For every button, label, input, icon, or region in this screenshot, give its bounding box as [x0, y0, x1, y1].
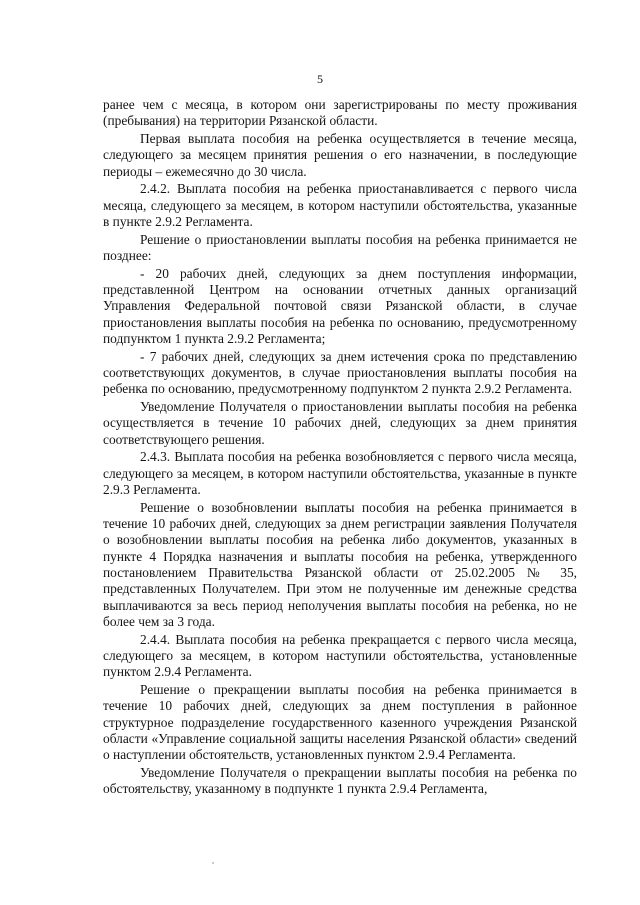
paragraph-termination-notice: Уведомление Получателя о прекращении выплаты пособия на ребенка по обстоятельству, указанному в подпункте 1 пункта 2.9.4 Регламента, [103, 765, 577, 797]
paragraph-resumption-decision: Решение о возобновлении выплаты пособия на ребенка принимается в течение 10 рабочих дней, следующих за днем регистрации заявления Получателя о возобновлении выплаты пособия на ребенка либо документов, указанных в пункте 4 Порядка назначения и выплаты пособия на ребенка, утвержденного постановлением Правительства Рязанской области от 25.02.2005 № 35, представленных Получателем. При этом не полученные им денежные средства выплачиваются за весь период неполучения выплаты пособия на ребенка, но не более чем за 3 года. [103, 499, 577, 630]
list-item-7-days: - 7 рабочих дней, следующих за днем истечения срока по представлению соответствующих документов, в случае приостановления выплаты пособия на ребенка по основанию, предусмотренному подпунктом 2 пункта 2.9.2 Регламента. [103, 348, 577, 397]
paragraph-2-4-3: 2.4.3. Выплата пособия на ребенка возобновляется с первого числа месяца, следующего за месяцем, в котором наступили обстоятельства, указанные в пункте 2.9.3 Регламента. [103, 449, 577, 497]
paragraph-continuation: ранее чем с месяца, в котором они зарегистрированы по месту проживания (пребывания) на территории Рязанской области. [103, 97, 577, 129]
paragraph-2-4-2: 2.4.2. Выплата пособия на ребенка приостанавливается с первого числа месяца, следующего за месяцем, в котором наступили обстоятельства, указанные в пункте 2.9.2 Регламента. [103, 181, 577, 229]
paragraph-termination-decision: Решение о прекращении выплаты пособия на ребенка принимается в течение 10 рабочих дней, следующих за днем поступления в районное структурное подразделение государственного казенного учреждения Рязанской области «Управление социальной защиты населения Рязанской области» сведений о наступлении обстоятельств, установленных пунктом 2.9.4 Регламента. [103, 682, 577, 763]
scan-artifact [212, 862, 214, 864]
paragraph-first-payment: Первая выплата пособия на ребенка осуществляется в течение месяца, следующего за месяцем принятия решения о его назначении, в последующие периоды – ежемесячно до 30 числа. [103, 130, 577, 179]
document-body [103, 97, 577, 799]
paragraph-2-4-4: 2.4.4. Выплата пособия на ребенка прекращается с первого числа месяца, следующего за месяцем, в котором наступили обстоятельства, установленные пунктом 2.9.4 Регламента. [103, 631, 577, 680]
list-item-20-days: - 20 рабочих дней, следующих за днем поступления информации, представленной Центром на основании отчетных данных организаций Управления Федеральной почтовой связи Рязанской области, в случае приостановления выплаты пособия на ребенка по основанию, предусмотренному подпунктом 1 пункта 2.9.2 Регламента; [103, 265, 577, 346]
paragraph-suspension-decision: Решение о приостановлении выплаты пособия на ребенка принимается не позднее: [103, 231, 577, 263]
paragraph-suspension-notice: Уведомление Получателя о приостановлении выплаты пособия на ребенка осуществляется в течение 10 рабочих дней, следующих за днем принятия соответствующего решения. [103, 398, 577, 447]
page-number: 5 [317, 72, 323, 86]
